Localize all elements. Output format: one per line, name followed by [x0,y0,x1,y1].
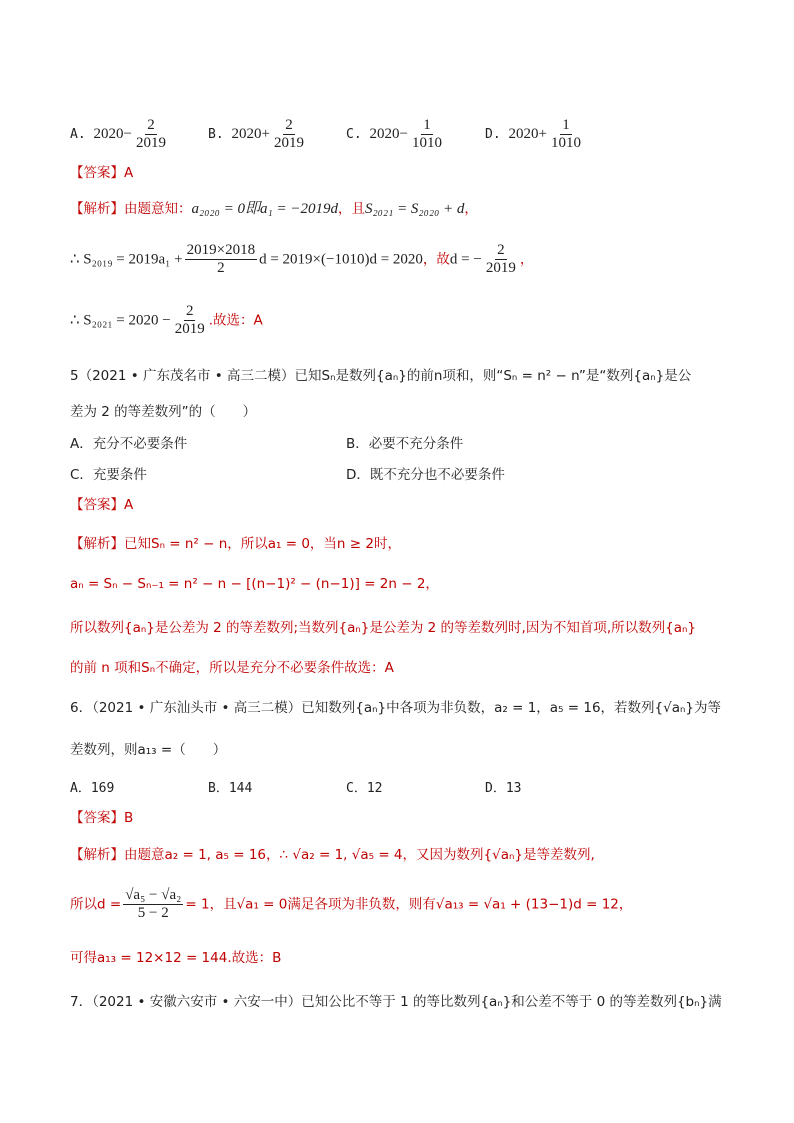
q4-option-b: B. 2020+ $\frac{2}{2019}$ [208,117,304,151]
q7-stem-line1: 7．（2021 • 安徽六安市 • 六安一中）已知公比不等于 1 的等比数列{aₙ}和公差不等于 0 的等差数列{bₙ}满 [70,994,722,1010]
q5-analysis-line3: 所以数列{aₙ}是公差为 2 的等差数列;当数列{aₙ}是公差为 2 的等差数列时,因为不知首项,所以数列{aₙ} [70,620,696,636]
q4-analysis-line3: ∴ S₂₀₂₁ = 2020 − $\frac{2}{2019}$ .故选：A [70,303,263,337]
q5-option-a: A．充分不必要条件 [70,436,188,452]
q5-analysis-line2: aₙ = Sₙ − Sₙ₋₁ = n² − n − [(n−1)² − (n−1)] = 2n − 2， [70,576,439,592]
q5-answer: 【答案】A [70,497,134,513]
q5-option-b: B．必要不充分条件 [346,436,464,452]
q6-stem-line2: 差数列，则a₁₃ =（ ） [70,742,227,758]
q5-stem-line1: 5（2021 • 广东茂名市 • 高三二模）已知Sₙ是数列{aₙ}的前n项和，则“Sₙ = n² − n”是“数列{aₙ}是公 [70,368,692,384]
q6-option-d: D．13 [485,781,522,796]
q6-option-b: B．144 [208,781,253,796]
q4-option-a: A. 2020− $\frac{2}{2019}$ [70,117,166,151]
q6-answer: 【答案】B [70,810,134,826]
q6-stem-line1: 6．（2021 • 广东汕头市 • 高三二模）已知数列{aₙ}中各项为非负数，a₂ = 1，a₅ = 16，若数列{√aₙ}为等 [70,700,721,716]
q5-option-d: D．既不充分也不必要条件 [346,467,505,483]
q6-analysis-line1: 【解析】由题意a₂ = 1, a₅ = 16，∴ √a₂ = 1, √a₅ = 4，又因为数列{√aₙ}是等差数列, [70,847,595,863]
q6-option-a: A．169 [70,781,115,796]
q5-option-c: C．充要条件 [70,467,147,483]
q6-option-c: C．12 [346,781,383,796]
q4-answer: 【答案】A [70,165,134,181]
q4-analysis-line1: 【解析】由题意知：a₂₀₂₀ = 0即a₁ = −2019d，且S₂₀₂₁ = S₂₀₂₀ + d， [70,201,478,217]
q6-analysis-line2: 所以d = $\frac{\text{√a₅ − √a₂}}{5 - 2}$ = 1，且√a₁ = 0满足各项为非负数，则有√a₁₃ = √a₁ + (13−1)d = 12， [70,887,633,921]
q5-stem-line2: 差为 2 的等差数列”的（ ） [70,404,257,420]
q5-analysis-line1: 【解析】已知Sₙ = n² − n，所以a₁ = 0，当n ≥ 2时， [70,536,401,552]
q4-option-d: D. 2020+ $\frac{1}{1010}$ [485,117,581,151]
q4-analysis-line2: ∴ S₂₀₁₉ = 2019a₁ + $\frac{2019\times 2018}{2}$ d = 2019×(−1010)d = 2020，故d = − $\frac{2}{2019}$ ， [70,242,534,276]
q4-option-c: C. 2020− $\frac{1}{1010}$ [346,117,442,151]
q6-analysis-line3: 可得a₁₃ = 12×12 = 144.故选：B [70,950,282,966]
q5-analysis-line4: 的前 n 项和Sₙ不确定，所以是充分不必要条件故选：A [70,660,394,676]
